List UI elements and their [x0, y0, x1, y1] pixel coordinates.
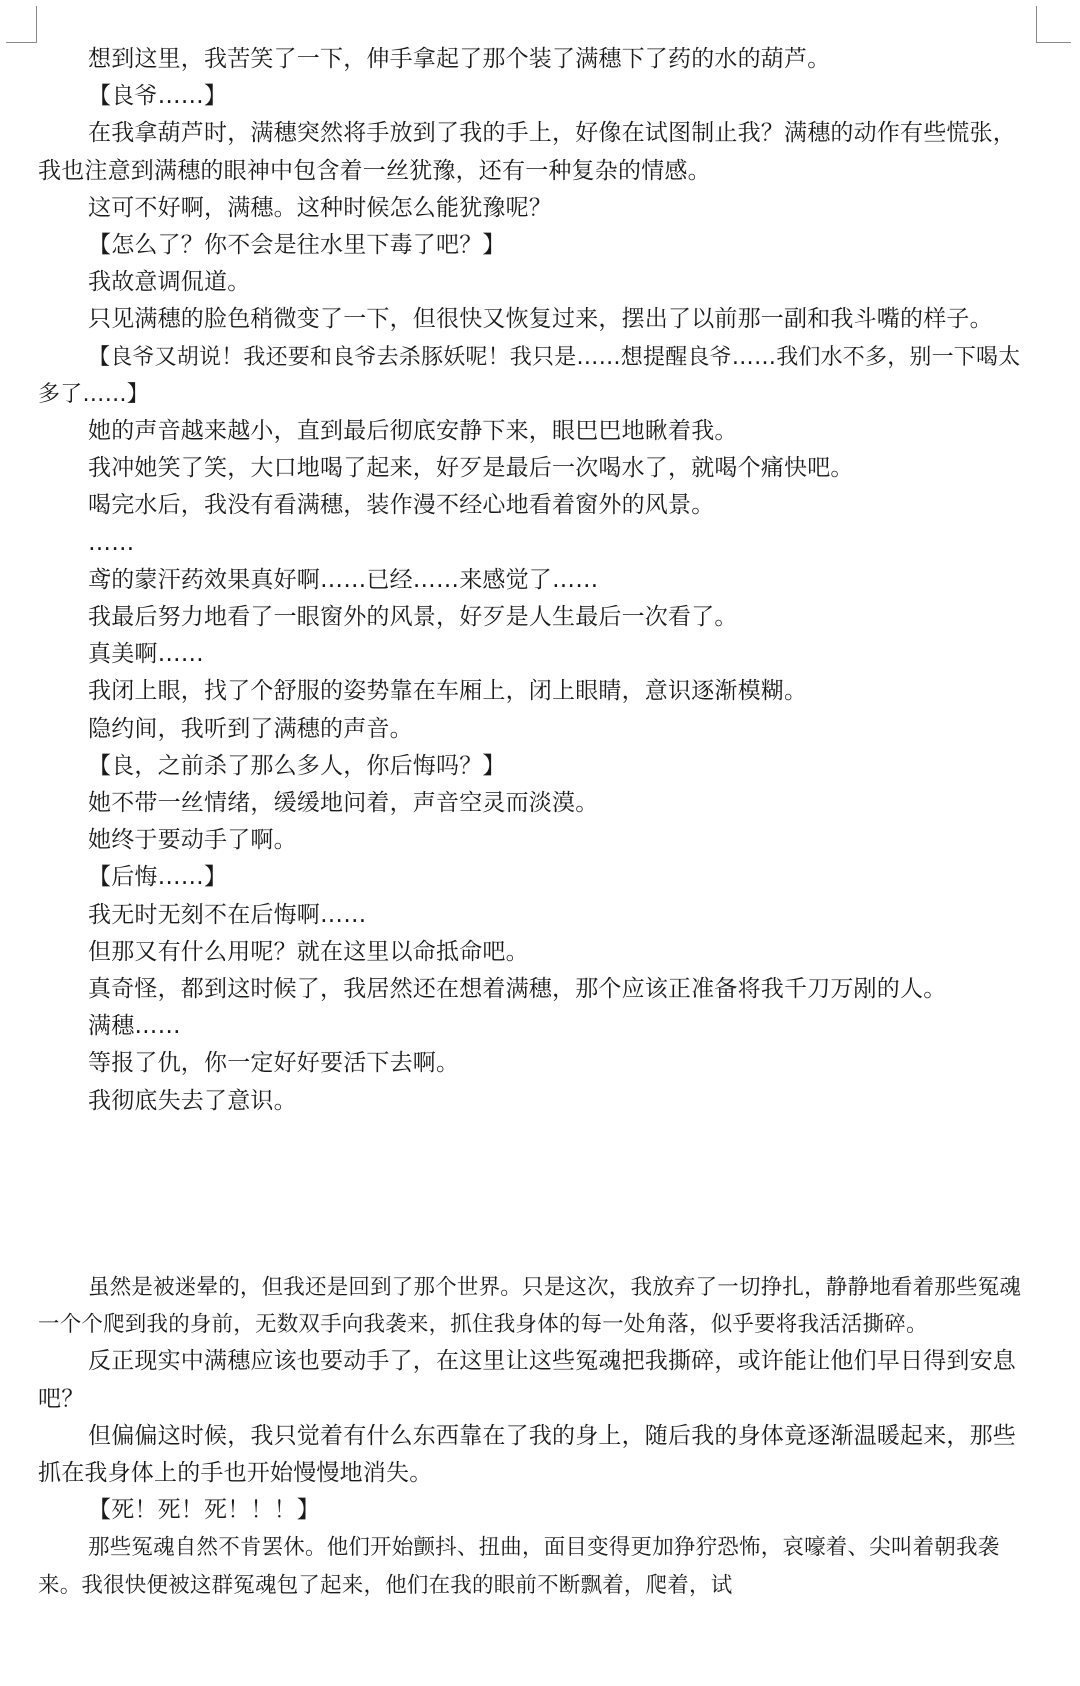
- paragraph: 虽然是被迷晕的，但我还是回到了那个世界。只是这次，我放弃了一切挣扎，静静地看着那些冤魂一个个爬到我的身前，无数双手向我袭来，抓住我身体的每一处角落，似乎要将我活活撕碎。: [38, 1274, 1022, 1338]
- crop-mark-top-left: [6, 6, 37, 43]
- paragraph: 等报了仇，你一定好好要活下去啊。: [88, 1050, 460, 1077]
- paragraph: 在我拿葫芦时，满穗突然将手放到了我的手上，好像在试图制止我？满穗的动作有些慌张，我也注意到满穗的眼神中包含着一丝犹豫，还有一种复杂的情感。: [38, 120, 1016, 184]
- paragraph: 我最后努力地看了一眼窗外的风景，好歹是人生最后一次看了。: [88, 604, 738, 631]
- paragraph: 她不带一丝情绪，缓缓地问着，声音空灵而淡漠。: [88, 790, 599, 817]
- paragraph: 【怎么了？你不会是往水里下毒了吧？】: [88, 232, 506, 259]
- paragraph: 【死！死！死！！！】: [88, 1497, 320, 1524]
- paragraph: 喝完水后，我没有看满穗，装作漫不经心地看着窗外的风景。: [88, 492, 715, 519]
- paragraph: 真美啊……: [88, 641, 204, 668]
- paragraph-ellipsis: ……: [88, 529, 135, 556]
- paragraph: 那些冤魂自然不肯罢休。他们开始颤抖、扭曲，面目变得更加狰狞恐怖，哀嚎着、尖叫着朝我袭来。我很快便被这群冤魂包了起来，他们在我的眼前不断飘着，爬着，试: [38, 1535, 1000, 1598]
- paragraph: 【良，之前杀了那么多人，你后悔吗？】: [88, 752, 506, 779]
- paragraph: 想到这里，我苦笑了一下，伸手拿起了那个装了满穗下了药的水的葫芦。: [88, 46, 831, 72]
- paragraph: 她的声音越来越小，直到最后彻底安静下来，眼巴巴地瞅着我。: [88, 418, 738, 445]
- paragraph: 只见满穗的脸色稍微变了一下，但很快又恢复过来，摆出了以前那一副和我斗嘴的样子。: [88, 306, 993, 333]
- paragraph: 【良爷……】: [88, 83, 228, 110]
- crop-mark-top-right: [1036, 6, 1071, 43]
- paragraph: 但偏偏这时候，我只觉着有什么东西靠在了我的身上，随后我的身体竟逐渐温暖起来，那些抓在我身体上的手也开始慢慢地消失。: [38, 1422, 1016, 1486]
- paragraph: 我闭上眼，找了个舒服的姿势靠在车厢上，闭上眼睛，意识逐渐模糊。: [88, 678, 808, 705]
- paragraph: 这可不好啊，满穗。这种时候怎么能犹豫呢？: [88, 194, 552, 221]
- paragraph: 我彻底失去了意识。: [88, 1087, 297, 1114]
- paragraph: 隐约间，我听到了满穗的声音。: [88, 715, 413, 742]
- paragraph: 【后悔……】: [88, 864, 228, 891]
- paragraph: 【良爷又胡说！我还要和良爷去杀豚妖呢！我只是……想提醒良爷……我们水不多，别一下喝太多了……】: [38, 344, 1021, 407]
- paragraph: 我冲她笑了笑，大口地喝了起来，好歹是最后一次喝水了，就喝个痛快吧。: [88, 455, 854, 482]
- paragraph: 但那又有什么用呢？就在这里以命抵命吧。: [88, 938, 529, 965]
- paragraph: 她终于要动手了啊。: [88, 827, 297, 854]
- paragraph: 鸢的蒙汗药效果真好啊……已经……来感觉了……: [88, 566, 599, 593]
- section-spacer: [38, 1120, 1038, 1269]
- paragraph: 反正现实中满穗应该也要动手了，在这里让这些冤魂把我撕碎，或许能让他们早日得到安息吧？: [38, 1348, 1016, 1412]
- paragraph: 满穗……: [88, 1013, 181, 1040]
- document-body: [38, 41, 1038, 1604]
- paragraph: 我故意调侃道。: [88, 269, 251, 296]
- paragraph: 我无时无刻不在后悔啊……: [88, 901, 367, 928]
- paragraph: 真奇怪，都到这时候了，我居然还在想着满穗，那个应该正准备将我千刀万剐的人。: [88, 976, 947, 1003]
